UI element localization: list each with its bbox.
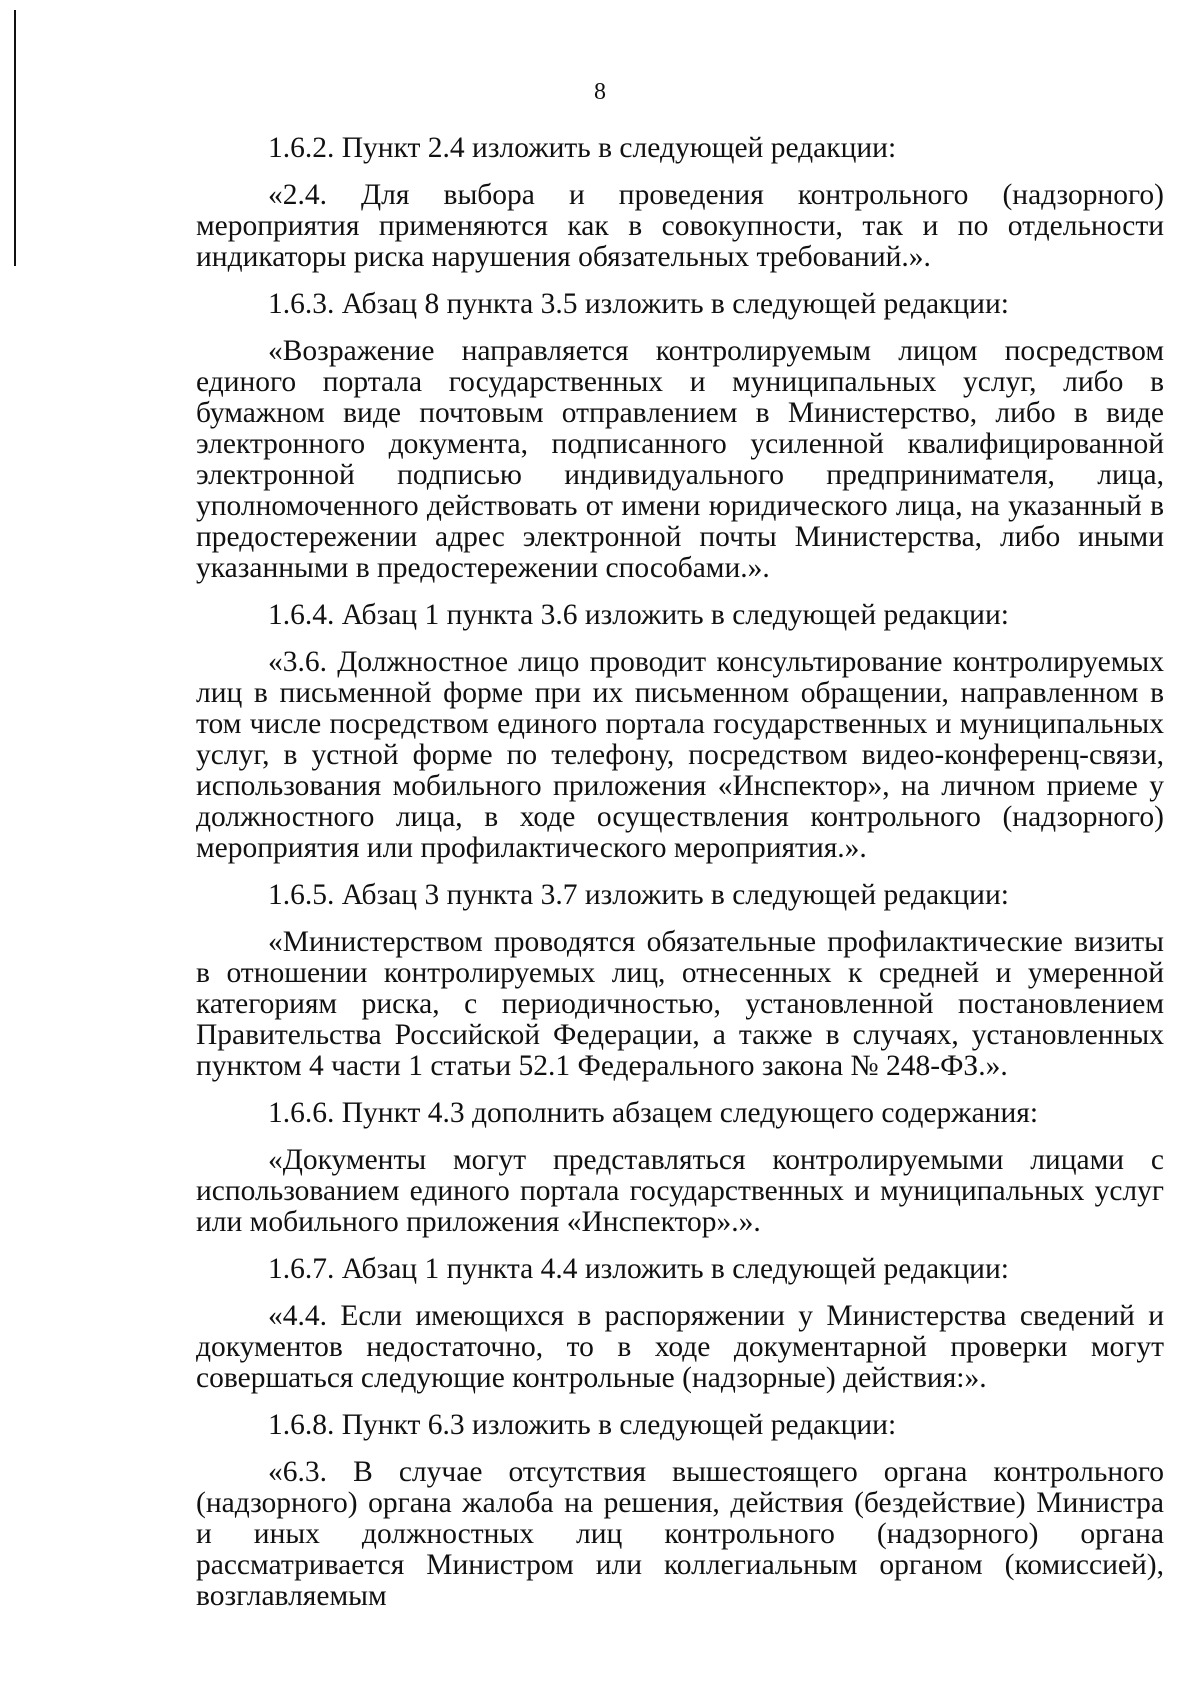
item-text-1-6-2: «2.4. Для выбора и проведения контрольного (надзорного) мероприятия применяются как в совокупности, так и по отдельности индикаторы риска нарушения обязательных требований.».: [196, 179, 1164, 273]
document-body: [196, 133, 1164, 1628]
item-text-1-6-8: «6.3. В случае отсутствия вышестоящего органа контрольного (надзорного) органа жалоба на решения, действия (бездействие) Министра и иных должностных лиц контрольного (надзорного) органа рассматривается Министром или коллегиальным органом (комиссией), возглавляемым: [196, 1456, 1164, 1612]
item-heading-1-6-7: 1.6.7. Абзац 1 пункта 4.4 изложить в следующей редакции:: [268, 1253, 1009, 1285]
item-heading-1-6-4: 1.6.4. Абзац 1 пункта 3.6 изложить в следующей редакции:: [268, 599, 1009, 631]
item-text-1-6-4: «3.6. Должностное лицо проводит консультирование контролируемых лиц в письменной форме при их письменном обращении, направленном в том числе посредством единого портала государственных и муниципальных услуг, в устной форме по телефону, посредством видео-конференц-связи, использования мобильного приложения «Инспектор», на личном приеме у должностного лица, в ходе осуществления контрольного (надзорного) мероприятия или профилактического мероприятия.».: [196, 646, 1164, 864]
item-heading-1-6-6: 1.6.6. Пункт 4.3 дополнить абзацем следующего содержания:: [268, 1097, 1039, 1129]
page-number: 8: [594, 79, 606, 105]
item-text-1-6-3: «Возражение направляется контролируемым лицом посредством единого портала государственных и муниципальных услуг, либо в бумажном виде почтовым отправлением в Министерство, либо в виде электронного документа, подписанного усиленной квалифицированной электронной подписью индивидуального предпринимателя, лица, уполномоченного действовать от имени юридического лица, на указанный в предостережении адрес электронной почты Министерства, либо иными указанными в предостережении способами.».: [196, 335, 1164, 584]
item-text-1-6-6: «Документы могут представляться контролируемыми лицами с использованием единого портала государственных и муниципальных услуг или мобильного приложения «Инспектор».».: [196, 1144, 1164, 1238]
item-heading-1-6-2: 1.6.2. Пункт 2.4 изложить в следующей редакции:: [268, 132, 897, 164]
margin-line: [14, 10, 16, 266]
item-text-1-6-7: «4.4. Если имеющихся в распоряжении у Министерства сведений и документов недостаточно, то в ходе документарной проверки могут совершаться следующие контрольные (надзорные) действия:».: [196, 1300, 1164, 1394]
item-heading-1-6-3: 1.6.3. Абзац 8 пункта 3.5 изложить в следующей редакции:: [268, 288, 1009, 320]
item-text-1-6-5: «Министерством проводятся обязательные профилактические визиты в отношении контролируемых лиц, отнесенных к средней и умеренной категориям риска, с периодичностью, установленной постановлением Правительства Российской Федерации, а также в случаях, установленных пунктом 4 части 1 статьи 52.1 Федерального закона № 248-ФЗ.».: [196, 926, 1164, 1082]
item-heading-1-6-8: 1.6.8. Пункт 6.3 изложить в следующей редакции:: [268, 1409, 897, 1441]
item-heading-1-6-5: 1.6.5. Абзац 3 пункта 3.7 изложить в следующей редакции:: [268, 879, 1009, 911]
